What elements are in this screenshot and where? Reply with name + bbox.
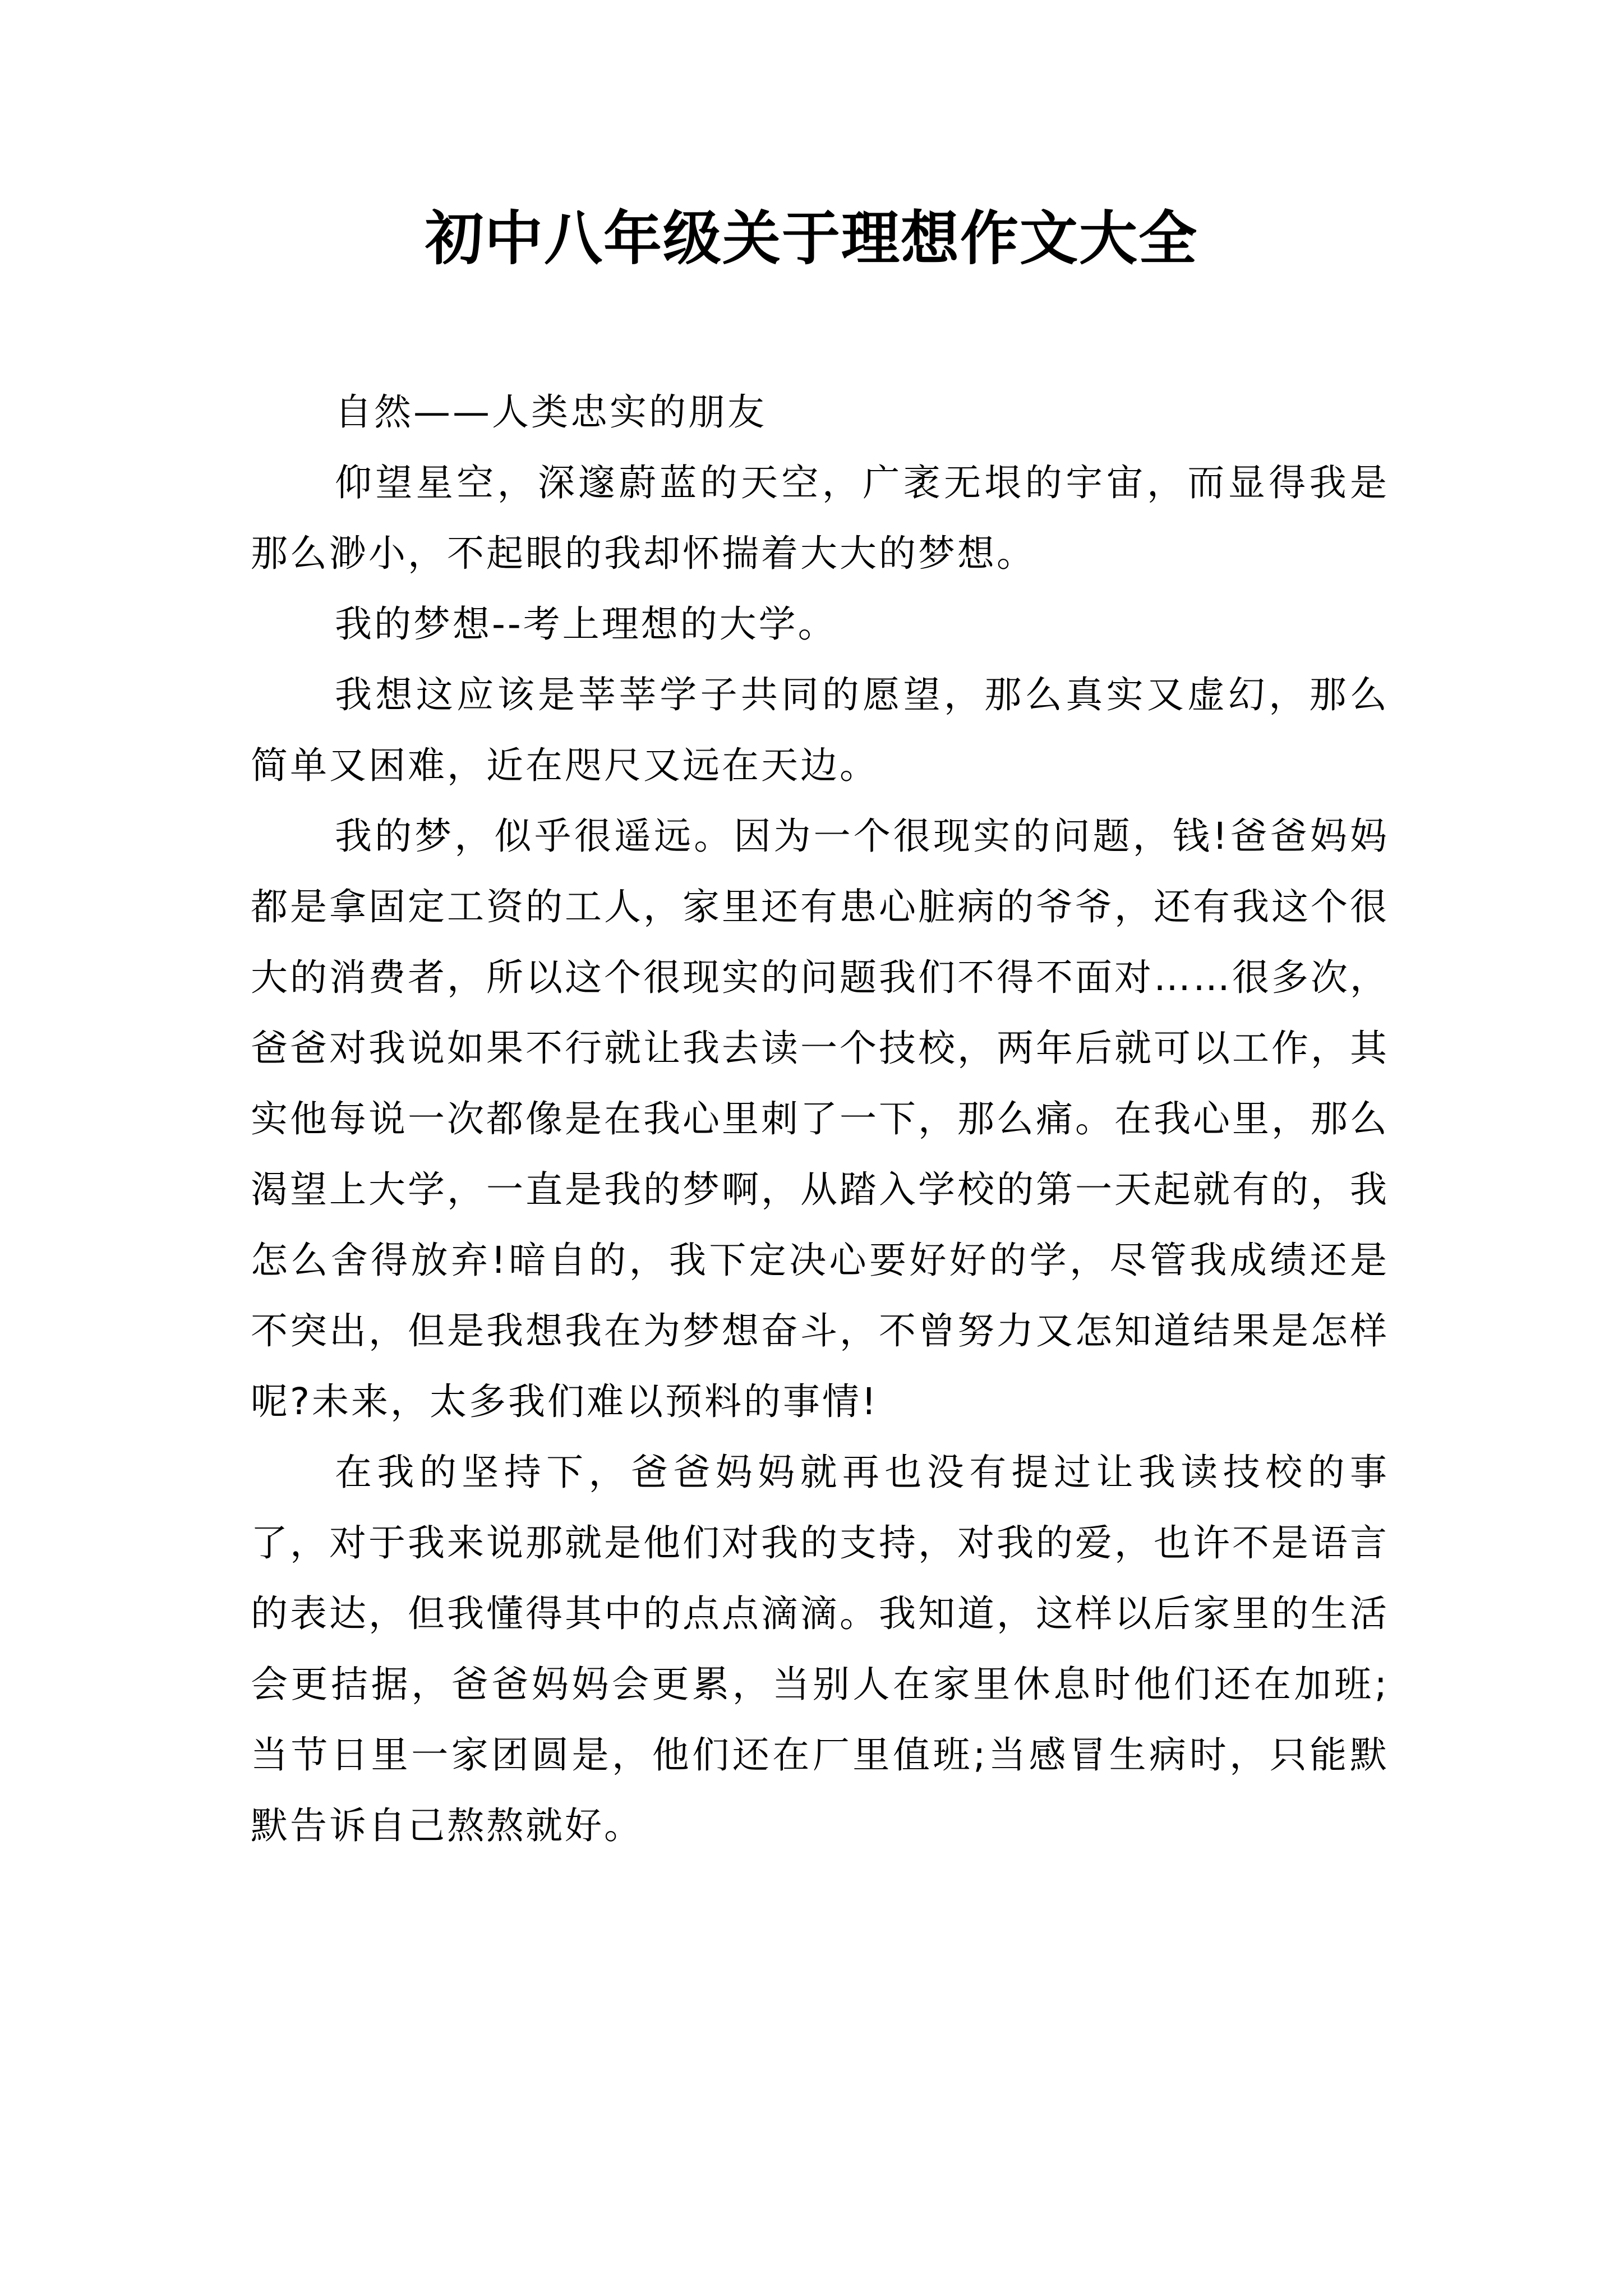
document-title: 初中八年级关于理想作文大全 — [425, 204, 1198, 273]
paragraph-3: 我的梦想--考上理想的大学。 — [335, 602, 837, 646]
paragraph-2: 仰望星空，深邃蔚蓝的天空，广袤无垠的宇宙，而显得我是那么渺小，不起眼的我却怀揣着大大的梦想。 — [251, 461, 1389, 575]
paragraph-5: 我的梦，似乎很遥远。因为一个很现实的问题，钱!爸爸妈妈都是拿固定工资的工人，家里还有患心脏病的爷爷，还有我这个很大的消费者，所以这个很现实的问题我们不得不面对……很多次，爸爸对我说如果不行就让我去读一个技校，两年后就可以工作，其实他每说一次都像是在我心里刺了一下，那么痛。在我心里，那么渴望上大学，一直是我的梦啊，从踏入学校的第一天起就有的，我怎么舍得放弃!暗自的，我下定决心要好好的学，尽管我成绩还是不突出，但是我想我在为梦想奋斗，不曾努力又怎知道结果是怎样呢?未来，太多我们难以预料的事情! — [251, 815, 1389, 1423]
paragraph-4: 我想这应该是莘莘学子共同的愿望，那么真实又虚幻，那么简单又困难，近在咫尺又远在天边。 — [251, 673, 1389, 787]
paragraph-1: 自然——人类忠实的朋友 — [335, 390, 767, 434]
document-body — [251, 377, 1389, 1861]
paragraph-6: 在我的坚持下，爸爸妈妈就再也没有提过让我读技校的事了，对于我来说那就是他们对我的支持，对我的爱，也许不是语言的表达，但我懂得其中的点点滴滴。我知道，这样以后家里的生活会更拮据，爸爸妈妈会更累，当别人在家里休息时他们还在加班;当节日里一家团圆是，他们还在厂里值班;当感冒生病时，只能默默告诉自己熬熬就好。 — [251, 1451, 1389, 1847]
